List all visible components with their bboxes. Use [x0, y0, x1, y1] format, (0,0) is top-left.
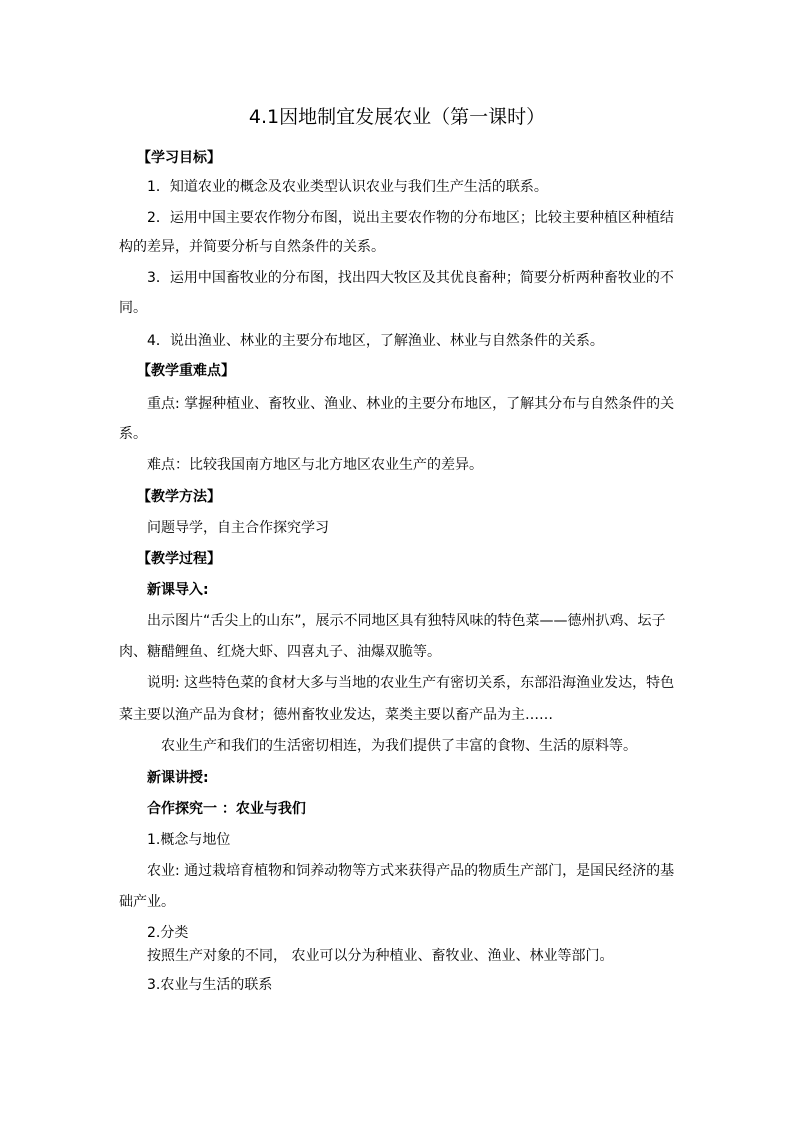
explain-line-2: 菜主要以渔产品为食材；德州畜牧业发达，菜类主要以畜产品为主……: [119, 707, 553, 723]
key-points-heading: 【教学重难点】: [137, 363, 235, 379]
explore-1-heading: 合作探究一 ：农业与我们: [147, 801, 306, 817]
key-point-important-line-1: 重点: 掌握种植业、畜牧业、渔业、林业的主要分布地区，了解其分布与自然条件的关: [147, 396, 675, 412]
intro-line-1: 出示图片“舌尖上的山东”，展示不同地区具有独特风味的特色菜——德州扒鸡、坛子: [147, 613, 666, 629]
document-title: 4.1因地制宜发展农业（第一课时）: [248, 106, 546, 128]
lecture-heading: 新课讲授:: [147, 770, 209, 786]
intro-line-2: 肉、糖醋鲤鱼、红烧大虾、四喜丸子、油爆双脆等。: [119, 644, 441, 660]
methods-heading: 【教学方法】: [137, 489, 221, 505]
objective-item-3-line-2: 同。: [119, 300, 147, 316]
objective-item-1: 1．知道农业的概念及农业类型认识农业与我们生产生活的联系。: [147, 179, 548, 195]
agriculture-life-link-heading: 3.农业与生活的联系: [147, 977, 273, 993]
objective-item-3-line-1: 3．运用中国畜牧业的分布图，找出四大牧区及其优良畜种；简要分析两种畜牧业的不: [147, 270, 674, 286]
objective-item-2-line-1: 2．运用中国主要农作物分布图，说出主要农作物的分布地区；比较主要种植区种植结: [147, 210, 674, 226]
objectives-heading: 【学习目标】: [137, 150, 221, 166]
methods-text: 问题导学，自主合作探究学习: [147, 520, 329, 536]
concept-line-1: 农业: 通过栽培育植物和饲养动物等方式来获得产品的物质生产部门，是国民经济的基: [147, 863, 675, 879]
intro-heading: 新课导入:: [147, 582, 209, 598]
key-point-important-line-2: 系。: [119, 426, 147, 442]
classification-text: 按照生产对象的不同， 农业可以分为种植业、畜牧业、渔业、林业等部门。: [147, 948, 614, 964]
process-heading: 【教学过程】: [137, 551, 221, 567]
summary-text: 农业生产和我们的生活密切相连，为我们提供了丰富的食物、生活的原料等。: [161, 738, 637, 754]
classification-heading: 2.分类: [147, 925, 189, 941]
objective-item-4: 4．说出渔业、林业的主要分布地区，了解渔业、林业与自然条件的关系。: [147, 333, 604, 349]
explain-line-1: 说明: 这些特色菜的食材大多与当地的农业生产有密切关系，东部沿海渔业发达，特色: [147, 675, 675, 691]
key-point-difficult: 难点：比较我国南方地区与北方地区农业生产的差异。: [147, 457, 483, 473]
concept-line-2: 础产业。: [119, 894, 175, 910]
objective-item-2-line-2: 构的差异，并简要分析与自然条件的关系。: [119, 239, 385, 255]
concept-heading: 1.概念与地位: [147, 832, 231, 848]
